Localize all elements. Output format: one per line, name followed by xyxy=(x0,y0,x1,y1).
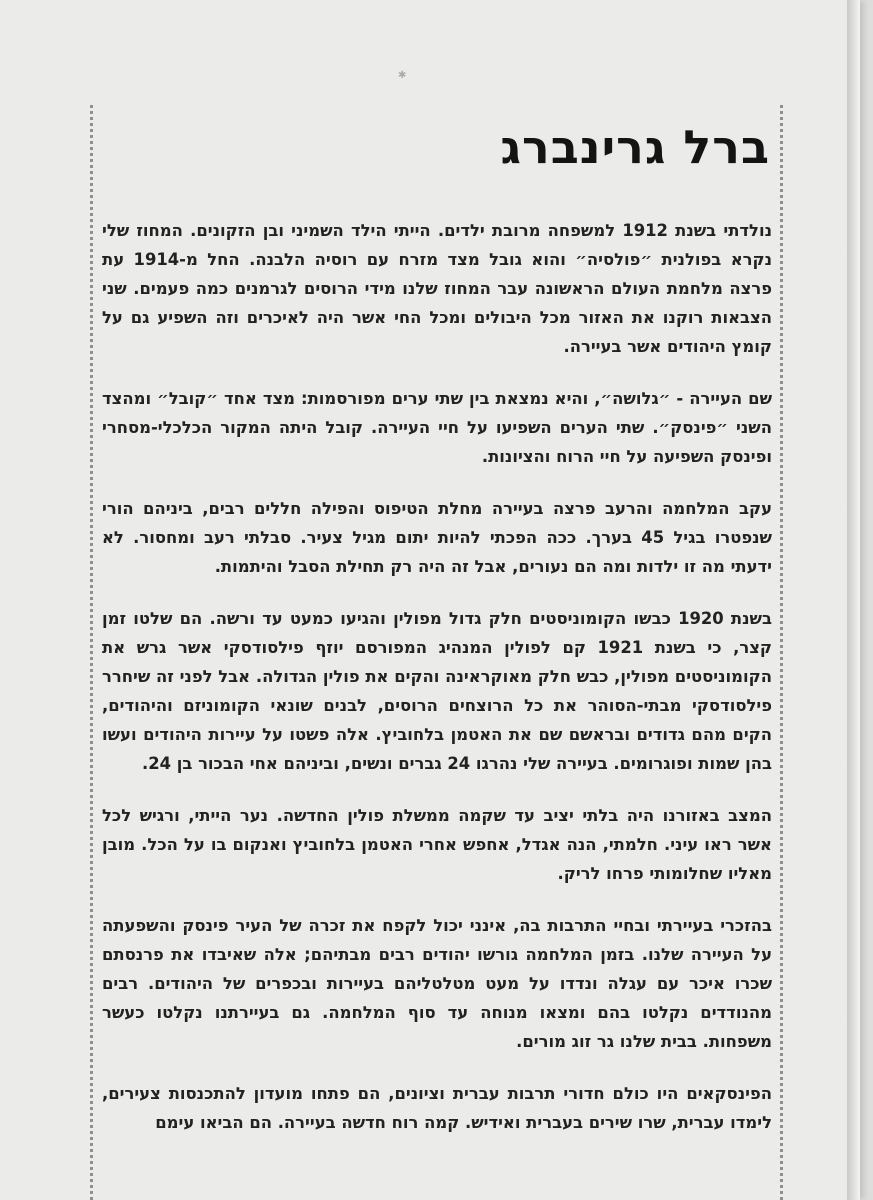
document-body xyxy=(102,216,772,1137)
paper-speck: ✱ xyxy=(398,70,407,81)
document-title: ברל גרינברג xyxy=(500,120,770,174)
paragraph-1: נולדתי בשנת 1912 למשפחה מרובת ילדים. הייתי הילד השמיני ובן הזקונים. המחוז שלי נקרא בפולנית ״פולסיה״ והוא גובל מצד מזרח עם רוסיה הלבנה. החל מ-1914 עת פרצה מלחמת העולם הראשונה עבר המחוז שלנו מידי הרוסים לגרמנים כמה פעמים. שני הצבאות רוקנו את האזור מכל היבולים ומכל החי אשר היה לאיכרים וזה השפיע גם על קומץ היהודים אשר בעיירה. xyxy=(102,221,773,356)
paragraph-3: עקב המלחמה והרעב פרצה בעיירה מחלת הטיפוס והפילה חללים רבים, ביניהם הורי שנפטרו בגיל 45 בערך. ככה הפכתי להיות יתום מגיל צעיר. סבלתי רעב ומחסור. לא ידעתי מה זו ילדות ומה הם נעורים, אבל זה היה רק תחילת הסבל והיתמות. xyxy=(102,499,772,576)
document-content xyxy=(102,110,772,1160)
paragraph-4: בשנת 1920 כבשו הקומוניסטים חלק גדול מפולין והגיעו כמעט עד ורשה. הם שלטו זמן קצר, כי בשנת 1921 קם לפולין המנהיג המפורסם יוזף פילסודסקי אשר גרש את הקומוניסטים מפולין, כבש חלק מאוקראינה והקים את פולין הגדולה. אבל לפני זה שיחרר פילסודסקי מבתי-הסוהר את כל הרוצחים הרוסים, לבנים שונאי הקומוניזם והיהודים, הקים מהם גדודים ובראשם שם את האטמן בלחוביץ. אלה פשטו על עיירות היהודים ועשו בהן שמות ופוגרומים. בעיירה שלי נהרגו 24 גברים ונשים, וביניהם אחי הבכור בן 24. xyxy=(102,609,772,773)
right-dotted-border xyxy=(780,105,783,1200)
paper-edge-shadow xyxy=(847,0,860,1200)
paragraph-5: המצב באזורנו היה בלתי יציב עד שקמה ממשלת פולין החדשה. נער הייתי, ורגיש לכל אשר ראו עיני. חלמתי, הנה אגדל, אחפש אחרי האטמן בלחוביץ ואנקום בו על הכל. מובן מאליו שחלומותי פרחו לריק. xyxy=(102,806,772,883)
paragraph-2: שם העיירה - ״גלושה״, והיא נמצאת בין שתי ערים מפורסמות: מצד אחד ״קובל״ ומהצד השני ״פינסק״. שתי הערים השפיעו על חיי העיירה. קובל היתה המקור הכלכלי-מסחרי ופינסק השפיעה על חיי הרוח והציונות. xyxy=(102,389,772,466)
paragraph-7: הפינסקאים היו כולם חדורי תרבות עברית וציונים, הם פתחו מועדון להתכנסות צעירים, לימדו עברית, שרו שירים בעברית ואידיש. קמה רוח חדשה בעיירה. הם הביאו עימם xyxy=(102,1084,772,1132)
paragraph-6: בהזכרי בעיירתי ובחיי התרבות בה, אינני יכול לקפח את זכרה של העיר פינסק והשפעתה על העיירה שלנו. בזמן המלחמה גורשו יהודים רבים מבתיהם; אלה שאיבדו את פרנסתם שכרו איכר עם עגלה ונדדו על מעט מטלטליהם בעיירות ובכפרים של היהודים. רבים מהנודדים נקלטו בהם ומצאו מנוחה עד סוף המלחמה. גם בעיירתנו נקלטו כעשר משפחות. בבית שלנו גר זוג מורים. xyxy=(102,916,772,1051)
left-dotted-border xyxy=(90,105,93,1200)
